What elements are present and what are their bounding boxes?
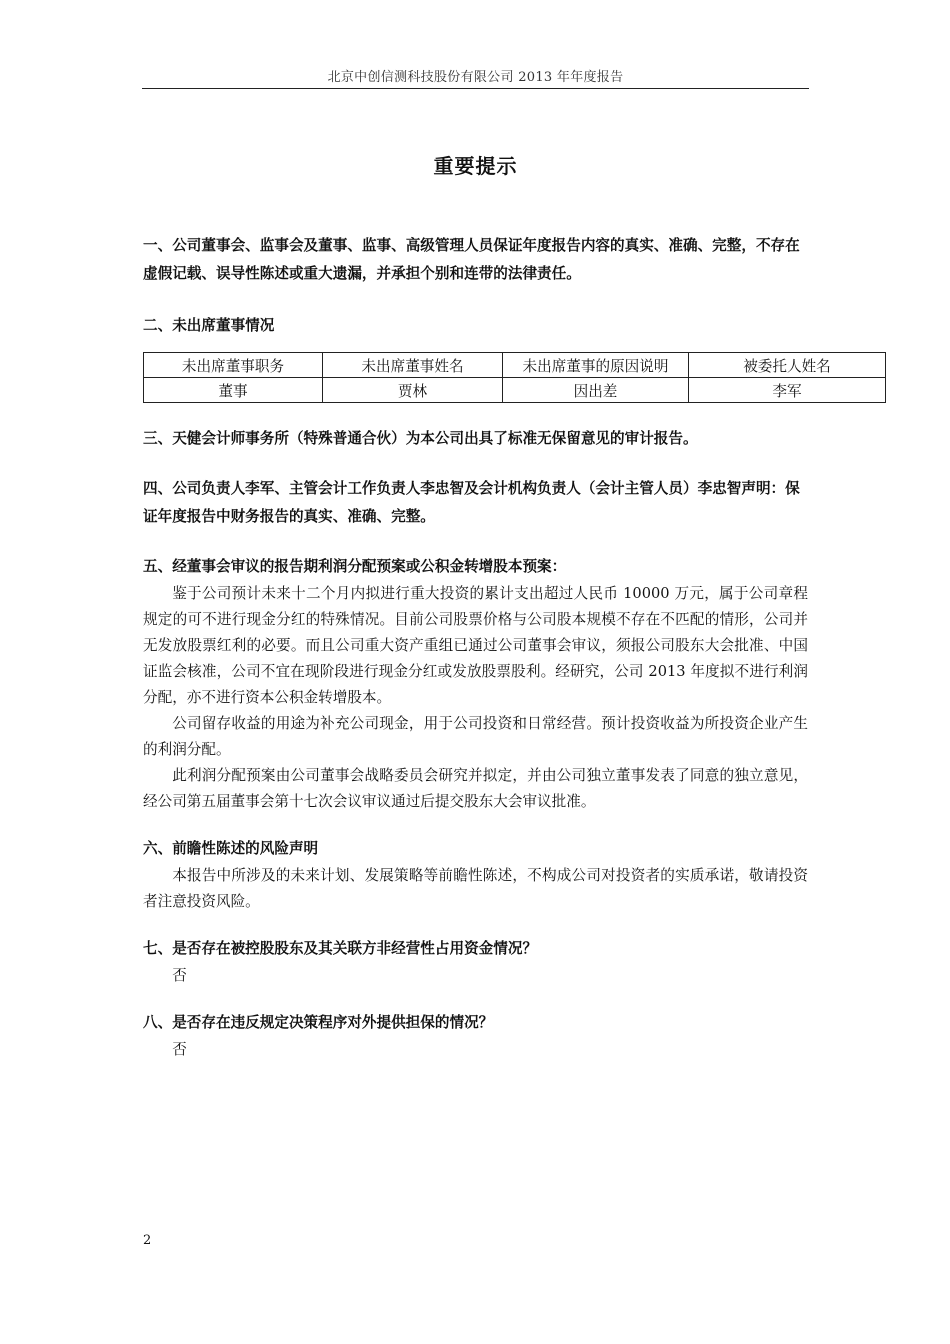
page-number: 2	[143, 1233, 152, 1248]
section-5-paragraph: 鉴于公司预计未来十二个月内拟进行重大投资的累计支出超过人民币 10000 万元，属于公司章程规定的可不进行现金分红的特殊情况。目前公司股票价格与公司股本规模不存在不匹配的情形，公司并无发放股票红利的必要。而且公司重大资产重组已通过公司董事会审议，须报公司股东大会批准、中国证监会核准，公司不宜在现阶段进行现金分红或发放股票股利。经研究，公司 2013 年度拟不进行利润分配，亦不进行资本公积金转增股本。	[143, 585, 808, 706]
running-header: 北京中创信测科技股份有限公司 2013 年年度报告	[327, 70, 624, 85]
section-2-heading: 二、未出席董事情况	[143, 317, 275, 334]
document-body	[143, 232, 831, 1063]
table-header-cell: 未出席董事的原因说明	[503, 353, 689, 378]
section-5-heading: 五、经董事会审议的报告期利润分配预案或公积金转增股本预案：	[143, 558, 567, 575]
absent-directors-table	[143, 352, 886, 403]
section-6-heading: 六、前瞻性陈述的风险声明	[143, 840, 319, 857]
table-header-cell: 未出席董事姓名	[323, 353, 503, 378]
table-header-cell: 未出席董事职务	[144, 353, 323, 378]
section-7-heading: 七、是否存在被控股股东及其关联方非经营性占用资金情况？	[143, 940, 538, 957]
table-cell: 贾林	[323, 378, 503, 403]
section-8-heading: 八、是否存在违反规定决策程序对外提供担保的情况？	[143, 1014, 494, 1031]
section-3-heading: 三、天健会计师事务所（特殊普通合伙）为本公司出具了标准无保留意见的审计报告。	[143, 430, 698, 447]
section-8-answer: 否	[172, 1041, 187, 1058]
section-5-paragraph: 公司留存收益的用途为补充公司现金，用于公司投资和日常经营。预计投资收益为所投资企业产生的利润分配。	[143, 715, 808, 758]
page-title: 重要提示	[433, 154, 518, 178]
section-6-paragraph: 本报告中所涉及的未来计划、发展策略等前瞻性陈述，不构成公司对投资者的实质承诺，敬请投资者注意投资风险。	[143, 867, 808, 910]
table-cell: 因出差	[503, 378, 689, 403]
section-4-heading: 四、公司负责人李军、主管会计工作负责人李忠智及会计机构负责人（会计主管人员）李忠智声明：保证年度报告中财务报告的真实、准确、完整。	[143, 480, 800, 525]
table-header-row	[144, 353, 886, 378]
section-7-answer: 否	[172, 967, 187, 984]
table-cell: 李军	[689, 378, 886, 403]
section-5-paragraph: 此利润分配预案由公司董事会战略委员会研究并拟定，并由公司独立董事发表了同意的独立意见，经公司第五届董事会第十七次会议审议通过后提交股东大会审议批准。	[143, 767, 808, 810]
table-cell: 董事	[144, 378, 323, 403]
section-1-heading: 一、公司董事会、监事会及董事、监事、高级管理人员保证年度报告内容的真实、准确、完整，不存在虚假记载、误导性陈述或重大遗漏，并承担个别和连带的法律责任。	[143, 237, 800, 282]
header-divider	[142, 88, 809, 89]
table-header-cell: 被委托人姓名	[689, 353, 886, 378]
table-row	[144, 378, 886, 403]
